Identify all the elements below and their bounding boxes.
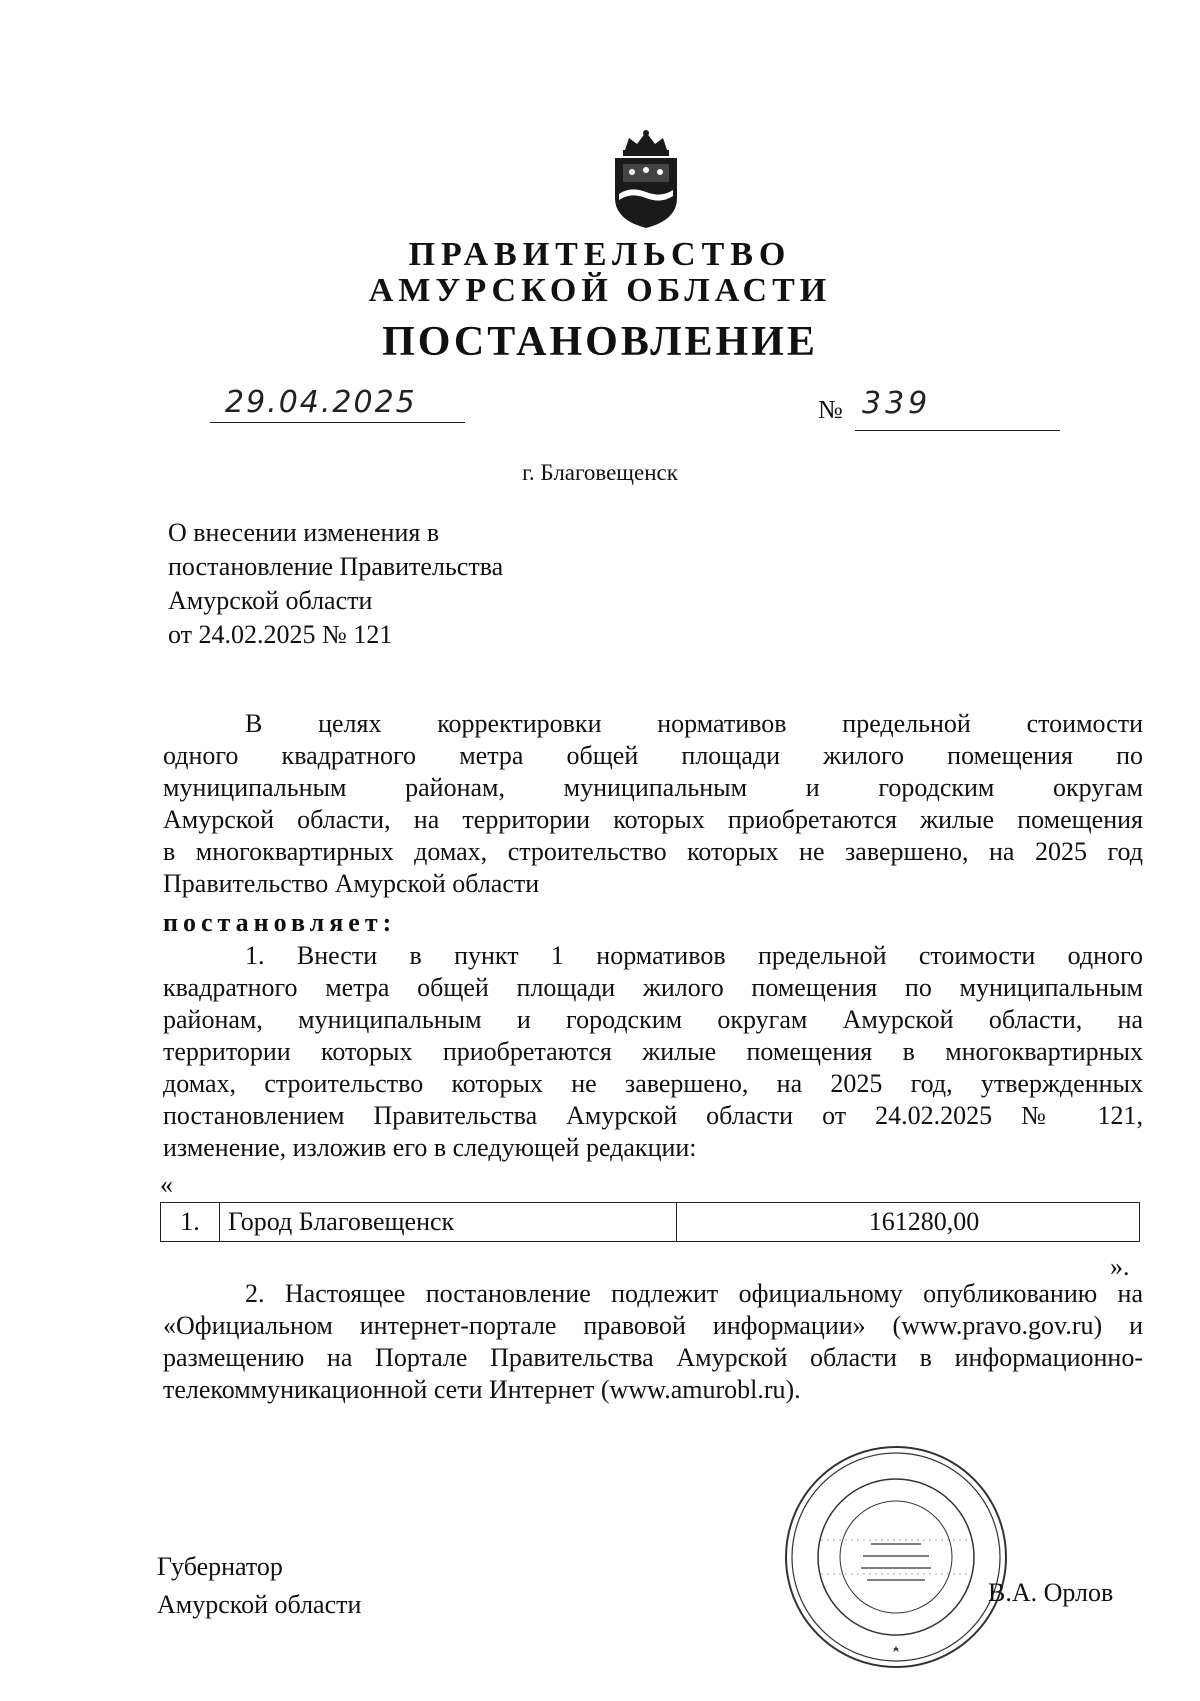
item-1-line: 1. Внести в пункт 1 нормативов предельной стоимости одного xyxy=(245,941,1143,970)
number-sign: № xyxy=(818,395,843,424)
preamble-line: Правительство Амурской области xyxy=(163,869,540,898)
item-2-line: «Официальном интернет-портале правовой информации» (www.pravo.gov.ru) и xyxy=(163,1311,1143,1340)
signatory-name: В.А. Орлов xyxy=(988,1578,1114,1607)
norms-table xyxy=(160,1202,1140,1242)
item-1-line: квадратного метра общей площади жилого помещения по муниципальным xyxy=(163,973,1143,1002)
preamble-line: в многоквартирных домах, строительство которых не завершено, на 2025 год xyxy=(163,837,1143,866)
item-1-line: постановлением Правительства Амурской области от 24.02.2025 № 121, xyxy=(163,1101,1143,1130)
item-1-line: домах, строительство которых не завершено, на 2025 год, утвержденных xyxy=(163,1069,1143,1098)
item-1-line: изменение, изложив его в следующей редакции: xyxy=(163,1133,697,1162)
item-2-paragraph xyxy=(163,1278,1143,1406)
subject-line: от 24.02.2025 № 121 xyxy=(168,620,393,649)
row-number: 1. xyxy=(161,1203,220,1242)
opening-quote: « xyxy=(160,1170,173,1199)
resolve-word: постановляет: xyxy=(163,908,397,937)
coat-of-arms-emblem xyxy=(605,128,687,230)
signatory-position xyxy=(157,1548,361,1624)
item-2-line: телекоммуникационной сети Интернет (www.amurobl.ru). xyxy=(163,1375,801,1404)
preamble-line: Амурской области, на территории которых приобретаются жилые помещения xyxy=(163,805,1143,834)
item-2-line: 2. Настоящее постановление подлежит официальному опубликованию на xyxy=(245,1279,1143,1308)
official-stamp xyxy=(781,1442,1011,1672)
table-row xyxy=(161,1203,1140,1242)
preamble-line: В целях корректировки нормативов предельной стоимости xyxy=(245,709,1143,738)
subject-line: О внесении изменения в xyxy=(168,518,440,547)
item-1-line: территории которых приобретаются жилые помещения в многоквартирных xyxy=(163,1037,1143,1066)
document-subject xyxy=(168,516,503,652)
position-line: Губернатор xyxy=(157,1552,283,1581)
government-title: ПРАВИТЕЛЬСТВО xyxy=(408,236,792,273)
municipality-name: Город Благовещенск xyxy=(220,1203,677,1242)
preamble-paragraph xyxy=(163,708,1143,900)
item-2-line: размещению на Портале Правительства Амурской области в информационно- xyxy=(163,1343,1143,1372)
preamble-line: муниципальным районам, муниципальным и городским округам xyxy=(163,773,1143,802)
subject-line: Амурской области xyxy=(168,586,373,615)
position-line: Амурской области xyxy=(157,1590,362,1619)
preamble-line: одного квадратного метра общей площади жилого помещения по xyxy=(163,741,1143,770)
cost-value: 161280,00 xyxy=(677,1203,1140,1242)
date-underline xyxy=(210,422,465,423)
city-line: г. Благовещенск xyxy=(522,460,678,485)
document-number: 339 xyxy=(862,386,932,421)
item-1-line: районам, муниципальным и городским округам Амурской области, на xyxy=(163,1005,1143,1034)
subject-line: постановление Правительства xyxy=(168,552,504,581)
region-title: АМУРСКОЙ ОБЛАСТИ xyxy=(368,272,832,309)
closing-quote: ». xyxy=(1110,1252,1130,1281)
document-date: 29.04.2025 xyxy=(225,385,417,420)
item-1-paragraph xyxy=(163,940,1143,1164)
document-type-title: ПОСТАНОВЛЕНИЕ xyxy=(382,319,818,365)
number-underline xyxy=(855,430,1060,431)
